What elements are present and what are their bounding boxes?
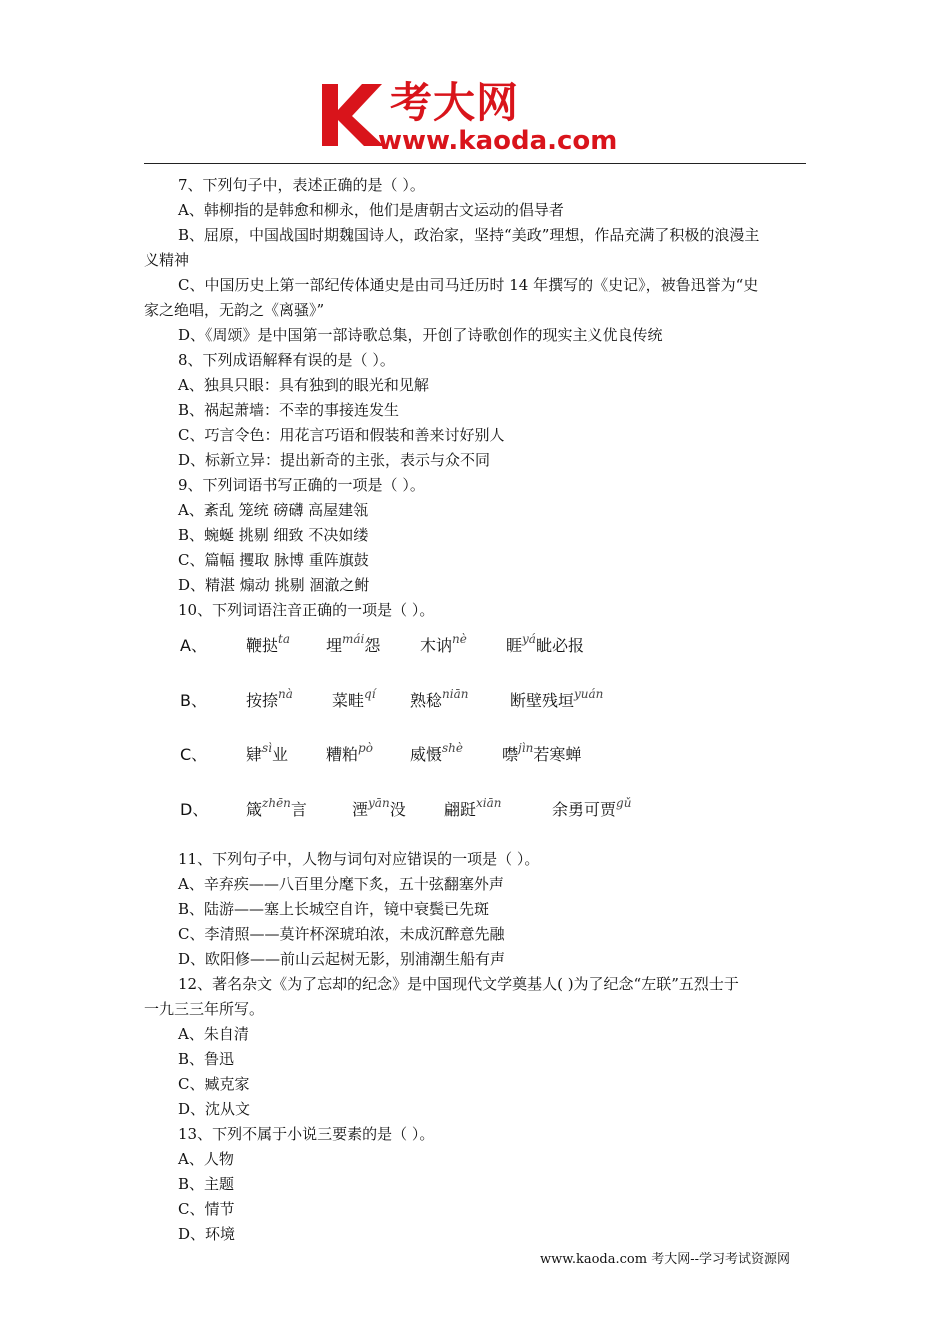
pinyin-word xyxy=(410,688,468,715)
pinyin-option-row xyxy=(144,629,810,684)
word-text: 怨 xyxy=(364,636,381,655)
text-line: A、人物 xyxy=(178,1150,234,1168)
pinyin-word xyxy=(552,797,631,824)
text-line: 9、下列词语书写正确的一项是（ ）。 xyxy=(178,476,425,494)
word-text: 余勇可贾 xyxy=(552,799,617,819)
pinyin-word xyxy=(332,688,376,715)
questions-7-10 xyxy=(144,173,810,623)
text-line: C、情节 xyxy=(178,1200,235,1218)
pinyin-annotation: shè xyxy=(442,741,464,755)
text-line: 8、下列成语解释有误的是（ ）。 xyxy=(178,351,395,369)
pinyin-word xyxy=(420,633,467,660)
word-text: 若寒蝉 xyxy=(533,745,582,764)
word-text: 菜畦 xyxy=(332,690,365,710)
text-line: C、臧克家 xyxy=(178,1075,250,1093)
pinyin-word xyxy=(506,633,584,660)
document-body xyxy=(144,173,810,1247)
pinyin-option-row xyxy=(144,738,810,793)
word-text: 噤 xyxy=(502,745,519,764)
question-10-options xyxy=(144,623,810,847)
text-line: B、屈原，中国战国时期魏国诗人，政治家，坚持“美政”理想，作品充满了积极的浪漫主 xyxy=(178,226,760,244)
kaoda-logo xyxy=(318,78,638,162)
text-line: D、环境 xyxy=(178,1225,236,1243)
pinyin-word xyxy=(246,688,293,715)
word-text: 木讷 xyxy=(420,636,453,655)
pinyin-annotation: xiān xyxy=(476,795,502,810)
word-text: 埋 xyxy=(326,636,343,655)
logo-title: 考大网 xyxy=(390,78,520,127)
pinyin-word xyxy=(352,797,406,824)
text-line: D、沈从文 xyxy=(178,1100,251,1118)
pinyin-option-row xyxy=(144,793,810,848)
word-text: 糟粕 xyxy=(326,745,359,764)
pinyin-annotation: sì xyxy=(262,741,273,755)
pinyin-word xyxy=(246,633,290,660)
pinyin-annotation: yuán xyxy=(574,686,604,701)
pinyin-annotation: jìn xyxy=(518,741,534,755)
pinyin-annotation: gǔ xyxy=(616,795,632,810)
word-text: 业 xyxy=(272,745,289,764)
text-line: D、精湛 煽动 挑剔 涸澈之鲋 xyxy=(178,576,370,594)
text-line: 10、下列词语注音正确的一项是（ ）。 xyxy=(178,601,435,619)
text-line: A、紊乱 笼统 磅礴 高屋建瓴 xyxy=(178,501,369,519)
word-text: 断壁残垣 xyxy=(510,690,575,710)
text-line: 12、著名杂文《为了忘却的纪念》是中国现代文学奠基人( )为了纪念“左联”五烈士于 xyxy=(178,975,739,993)
text-line: A、韩柳指的是韩愈和柳永，他们是唐朝古文运动的倡导者 xyxy=(178,201,564,219)
text-line: D、《周颂》是中国第一部诗歌总集，开创了诗歌创作的现实主义优良传统 xyxy=(178,326,663,344)
text-line: B、鲁迅 xyxy=(178,1050,235,1068)
word-text: 眦必报 xyxy=(535,636,584,655)
word-text: 熟稔 xyxy=(410,690,443,710)
text-line: B、蜿蜒 挑剔 细致 不决如缕 xyxy=(178,526,369,544)
word-text: 睚 xyxy=(506,636,523,655)
option-label: C、 xyxy=(180,745,208,764)
pinyin-annotation: qí xyxy=(364,686,376,701)
pinyin-word xyxy=(510,688,603,715)
text-line: A、朱自清 xyxy=(178,1025,249,1043)
option-label: B、 xyxy=(180,690,207,710)
questions-11-13 xyxy=(144,847,810,1247)
text-line: C、李清照——莫许杯深琥珀浓，未成沉醉意先融 xyxy=(178,925,505,943)
word-text: 没 xyxy=(389,799,406,819)
pinyin-annotation: yān xyxy=(368,795,390,810)
text-line: D、标新立异：提出新奇的主张，表示与众不同 xyxy=(178,451,491,469)
pinyin-annotation: pò xyxy=(358,741,373,755)
pinyin-word xyxy=(326,633,380,660)
word-text: 按捺 xyxy=(246,690,279,710)
pinyin-word xyxy=(502,742,581,769)
pinyin-annotation: nà xyxy=(278,686,293,701)
pinyin-option-row xyxy=(144,684,810,739)
pinyin-annotation: ta xyxy=(278,632,290,646)
word-text: 翩跹 xyxy=(444,799,477,819)
word-text: 湮 xyxy=(352,799,369,819)
text-line: 11、下列句子中，人物与词句对应错误的一项是（ ）。 xyxy=(178,850,540,868)
text-line: 一九三三年所写。 xyxy=(144,1000,265,1018)
pinyin-annotation: nè xyxy=(452,632,467,646)
text-line: A、辛弃疾——八百里分麾下炙，五十弦翻塞外声 xyxy=(178,875,504,893)
text-line: C、巧言令色：用花言巧语和假装和善来讨好别人 xyxy=(178,426,505,444)
text-line: B、陆游——塞上长城空自许，镜中衰鬓已先斑 xyxy=(178,900,490,918)
pinyin-word xyxy=(246,742,288,769)
pinyin-annotation: mái xyxy=(342,632,365,646)
pinyin-annotation: zhēn xyxy=(262,795,291,810)
pinyin-word xyxy=(410,742,463,769)
text-line: C、中国历史上第一部纪传体通史是由司马迁历时 14 年撰写的《史记》，被鲁迅誉为“史 xyxy=(178,276,759,294)
word-text: 言 xyxy=(290,799,307,819)
header-divider xyxy=(144,163,806,164)
word-text: 威慑 xyxy=(410,745,443,764)
text-line: D、欧阳修——前山云起树无影，别浦潮生船有声 xyxy=(178,950,506,968)
text-line: B、祸起萧墙：不幸的事接连发生 xyxy=(178,401,400,419)
text-line: 义精神 xyxy=(144,251,190,269)
text-line: 7、下列句子中，表述正确的是（ ）。 xyxy=(178,176,425,194)
pinyin-annotation: yá xyxy=(522,632,536,646)
logo-url: www.kaoda.com xyxy=(378,126,618,156)
word-text: 鞭挞 xyxy=(246,636,279,655)
text-line: A、独具只眼：具有独到的眼光和见解 xyxy=(178,376,429,394)
word-text: 肄 xyxy=(246,745,263,764)
option-label: D、 xyxy=(180,799,209,819)
option-label: A、 xyxy=(180,636,207,655)
pinyin-word xyxy=(246,797,307,824)
text-line: 家之绝唱，无韵之《离骚》” xyxy=(144,301,325,319)
pinyin-word xyxy=(326,742,373,769)
pinyin-word xyxy=(444,797,502,824)
text-line: C、篇幅 攫取 脉博 重阵旗鼓 xyxy=(178,551,369,569)
pinyin-annotation: niān xyxy=(442,686,469,701)
page-footer: www.kaoda.com 考大网--学习考试资源网 xyxy=(540,1252,790,1267)
text-line: 13、下列不属于小说三要素的是（ ）。 xyxy=(178,1125,435,1143)
word-text: 箴 xyxy=(246,799,263,819)
text-line: B、主题 xyxy=(178,1175,235,1193)
